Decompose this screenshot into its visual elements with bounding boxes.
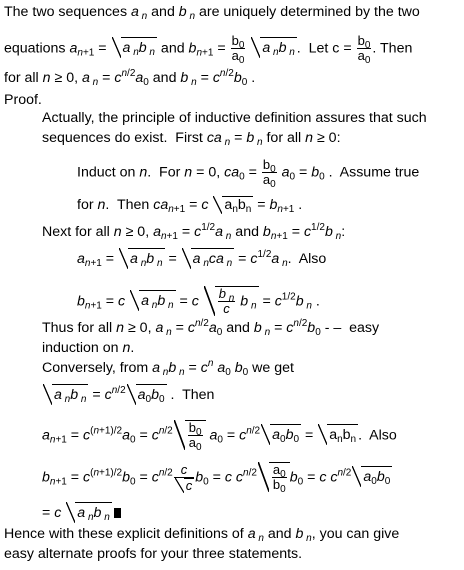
conversely-line-2: a $_n$b $_n = c^{n/2}$ $a_0b_0$ . Then bbox=[42, 384, 214, 405]
closing-line-1: Hence with these explicit definitions of a $_n$ and b $_n$, you can give bbox=[4, 526, 400, 544]
sqrt-symbol: a $_n$b $_n$ bbox=[66, 502, 111, 523]
qed-square bbox=[114, 508, 121, 518]
also-label: Also bbox=[298, 251, 327, 267]
sqrt-symbol: $a_nb_n$ bbox=[213, 196, 253, 214]
induct-line-1: Induct on n. For n = 0, $ca_0$ = $\frac{b_0}{a_0}$ $a_0 = b_0$ . Assume true bbox=[77, 157, 420, 190]
fraction: $\frac{b_0}{a_0}$ bbox=[188, 420, 202, 453]
fraction: $\frac{b_0}{a_0}$ bbox=[231, 33, 245, 66]
intro-line-1: The two sequences a $_n$ and b $_n$ are uniquely determined by the two bbox=[4, 4, 420, 22]
next-line-2: $a_{n+1} = a$ $_n$b $_n$ = a $_n$ca $_n = c^{1/2}a$ $_n$. Also bbox=[77, 249, 327, 269]
sqrt-symbol: a $_n$b $_n$ bbox=[119, 248, 164, 269]
sqrt-symbol: a $_n$ca $_n$ bbox=[182, 248, 235, 269]
intro-line-2: equations $a_{n+1} = a$ $_n$b $_n$ and $b_{n+1}$ = $\frac{b_0}{a_0}$ a $_n$b $_n$ . Let c = $\frac{b_0}{a_0}$ . Then bbox=[4, 33, 413, 66]
closing-line-2: easy alternate proofs for your three statements. bbox=[4, 546, 303, 562]
conversely-line-3: $a_{n+1} = c^{(n+1)/2}a_0 = c^{n/2}$ $\frac{b_0}{a_0}$ $a_0 = c^{n/2}$ $a_0b_0 = a_nb_n$ . Also bbox=[42, 420, 397, 453]
induct-line-2: for n. Then $ca_{n+1} = c$ $a_nb_n = b_{n+1}$ . bbox=[77, 197, 303, 215]
conversely-line-5: = c a $_n$b $_n$ bbox=[42, 502, 121, 523]
sqrt-symbol: $a_0b_0$ bbox=[127, 384, 167, 405]
sqrt-symbol: a $_n$b $_n$ bbox=[251, 37, 296, 58]
conversely-line-1: Conversely, from a $_n$b $_n = c^n$ $a_0$ $b_0$ we get bbox=[42, 358, 294, 378]
then-label: Then bbox=[182, 387, 215, 403]
sqrt-symbol bbox=[258, 462, 290, 495]
equations-label: equations bbox=[4, 40, 66, 57]
next-line-1: Next for all n ≥ 0, $a_{n+1} = c^{1/2}a$ $_n$ and $b_{n+1} = c^{1/2}b$ $_n$: bbox=[42, 222, 346, 242]
intro-line-3: for all n ≥ 0, a $_n = c^{n/2}a_0$ and b $_n = c^{n/2}b_0$ . bbox=[4, 68, 256, 88]
thus-line-1: Thus for all n ≥ 0, a $_n = c^{n/2}a_0$ and b $_n = c^{n/2}b_0$ - – easy bbox=[42, 318, 380, 338]
sqrt-symbol: $a_0b_0$ bbox=[261, 424, 301, 445]
also-label: Also bbox=[369, 427, 397, 444]
proof-label: Proof. bbox=[4, 92, 42, 108]
sqrt-symbol: $a_nb_n$ bbox=[318, 424, 358, 445]
thus-line-2: induction on n. bbox=[42, 340, 135, 356]
sqrt-symbol: $\frac{b _n}{c}$ b $_n$ bbox=[204, 286, 259, 316]
let-label: Let c = bbox=[308, 40, 352, 57]
conversely-line-4: $b_{n+1} = c^{(n+1)/2}b_0 = c^{n/2}$ $\frac{c}{c}$ $b_0 = c$ $c^{n/2}$ $\frac{a_0}{b_0}$ $b_0 = c$ $c^{n/2}$ $a_0b_0$ bbox=[42, 461, 391, 495]
fraction: $\frac{b_0}{a_0}$ bbox=[357, 33, 371, 66]
then-label: Then bbox=[380, 40, 413, 57]
sqrt-symbol: a $_n$b $_n$ bbox=[43, 384, 88, 405]
sqrt-symbol: $a_0b_0$ bbox=[352, 466, 392, 487]
fraction: $\frac{c}{c}$ bbox=[174, 463, 195, 493]
sqrt-symbol: a $_n$b $_n$ bbox=[112, 37, 157, 58]
para1-line-1: Actually, the principle of inductive definition assures that such bbox=[42, 110, 427, 126]
sqrt-symbol: a $_n$b $_n$ bbox=[130, 290, 175, 311]
sqrt-symbol bbox=[174, 420, 206, 453]
para1-line-2: sequences do exist. First ca $_n$ = b $_n$ for all n ≥ 0: bbox=[42, 130, 341, 148]
sqrt-symbol: c bbox=[175, 478, 195, 493]
fraction: $\frac{b_0}{a_0}$ bbox=[262, 157, 276, 190]
fraction: $\frac{a_0}{b_0}$ bbox=[272, 462, 286, 495]
next-line-3: $b_{n+1} = c$ a $_n$b $_n$ = c $\frac{b _n}{c}$ b $_n = c^{1/2}b$ $_n$ . bbox=[77, 286, 320, 316]
fraction: $\frac{b _n}{c}$ bbox=[218, 286, 235, 316]
